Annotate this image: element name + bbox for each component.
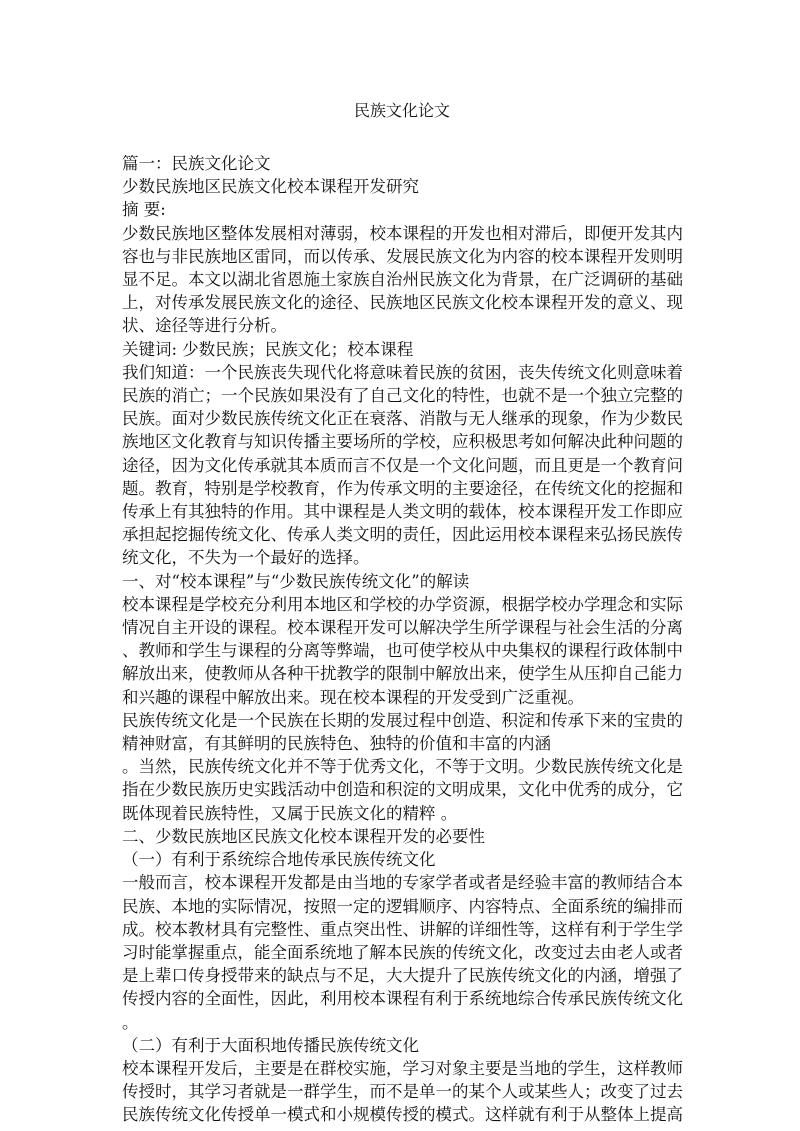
text-line: 族地区文化教育与知识传播主要场所的学校，应积极思考如何解决此种问题的 — [122, 432, 683, 452]
text-line: 民族传统文化是一个民族在长期的发展过程中创造、积淀和传承下来的宝贵的 — [122, 710, 683, 730]
text-line: 一、对“校本课程”与“少数民族传统文化”的解读 — [122, 571, 470, 591]
text-line: （二）有利于大面积地传播民族传统文化 — [122, 1035, 419, 1055]
text-line: 习时能掌握重点，能全面系统地了解本民族的传统文化，改变过去由老人或者 — [122, 942, 683, 962]
text-line: 。当然，民族传统文化并不等于优秀文化，不等于文明。少数民族传统文化是 — [122, 757, 683, 777]
document-body — [122, 152, 682, 1127]
text-line: 指在少数民族历史实践活动中创造和积淀的文明成果，文化中优秀的成分，它 — [122, 780, 683, 800]
text-line: 题。教育，特别是学校教育，作为传承文明的主要途径，在传统文化的挖掘和 — [122, 478, 683, 498]
text-line: 民族的消亡；一个民族如果没有了自己文化的特性，也就不是一个独立完整的 — [122, 386, 683, 406]
text-line: 民族。面对少数民族传统文化正在衰落、消散与无人继承的现象，作为少数民 — [122, 409, 683, 429]
text-line: 民族传统文化传授单一模式和小规模传授的模式。这样就有利于从整体上提高 — [122, 1105, 683, 1125]
text-line: 篇一：民族文化论文 — [122, 154, 271, 173]
text-line: 校本课程是学校充分利用本地区和学校的办学资源，根据学校办学理念和实际 — [122, 594, 683, 614]
text-line: 民族、本地的实际情况，按照一定的逻辑顺序、内容特点、全面系统的编排而 — [122, 896, 683, 916]
text-line: 是上辈口传身授带来的缺点与不足，大大提升了民族传统文化的内涵，增强了 — [122, 966, 683, 986]
text-line: 关键词: 少数民族；民族文化；校本课程 — [122, 339, 414, 359]
text-line: 传授时，其学习者就是一群学生，而不是单一的某个人或某些人；改变了过去 — [122, 1082, 683, 1102]
text-line: 校本课程开发后，主要是在群校实施，学习对象主要是当地的学生，这样教师 — [122, 1058, 683, 1078]
text-line: 既体现着民族特性，又属于民族文化的精粹 。 — [122, 803, 458, 823]
text-line: 精神财富，有其鲜明的民族特色、独特的价值和丰富的内涵 — [122, 734, 551, 754]
text-line: 摘 要: — [122, 200, 166, 220]
text-line: 状、途径等进行分析。 — [122, 316, 287, 336]
text-line: 成。校本教材具有完整性、重点突出性、讲解的详细性等，这样有利于学生学 — [122, 919, 683, 939]
text-line: 我们知道：一个民族丧失现代化将意味着民族的贫困，丧失传统文化则意味着 — [122, 362, 683, 382]
text-line: 传承上有其独特的作用。其中课程是人类文明的载体，校本课程开发工作即应 — [122, 502, 683, 522]
text-line: 、教师和学生与课程的分离等弊端，也可使学校从中央集权的课程行政体制中 — [122, 641, 683, 661]
text-line: 一般而言，校本课程开发都是由当地的专家学者或者是经验丰富的教师结合本 — [122, 873, 683, 893]
text-line: 途径，因为文化传承就其本质而言不仅是一个文化问题，而且更是一个教育问 — [122, 455, 683, 475]
text-line: 解放出来，使教师从各种干扰教学的限制中解放出来，使学生从压抑自己能力 — [122, 664, 683, 684]
text-line: 。 — [122, 1012, 139, 1032]
text-line: （一）有利于系统综合地传承民族传统文化 — [122, 850, 436, 870]
text-line: 统文化，不失为一个最好的选择。 — [122, 548, 370, 568]
document-title: 民族文化论文 — [353, 101, 450, 120]
text-line: 和兴趣的课程中解放出来。现在校本课程的开发受到广泛重视。 — [122, 687, 584, 707]
text-line: 少数民族地区民族文化校本课程开发研究 — [122, 177, 419, 197]
text-line: 传授内容的全面性，因此，利用校本课程有利于系统地综合传承民族传统文化 — [122, 989, 683, 1009]
text-line: 二、少数民族地区民族文化校本课程开发的必要性 — [122, 826, 485, 846]
text-line: 少数民族地区整体发展相对薄弱，校本课程的开发也相对滞后，即便开发其内 — [122, 223, 683, 243]
text-line: 显不足。本文以湖北省恩施土家族自治州民族文化为背景，在广泛调研的基础 — [122, 270, 683, 290]
text-line: 承担起挖掘传统文化、传承人类文明的责任，因此运用校本课程来弘扬民族传 — [122, 525, 683, 545]
text-line: 上，对传承发展民族文化的途径、民族地区民族文化校本课程开发的意义、现 — [122, 293, 683, 313]
text-line: 情况自主开设的课程。校本课程开发可以解决学生所学课程与社会生活的分离 — [122, 618, 683, 638]
text-line: 容也与非民族地区雷同，而以传承、发展民族文化为内容的校本课程开发则明 — [122, 246, 683, 266]
